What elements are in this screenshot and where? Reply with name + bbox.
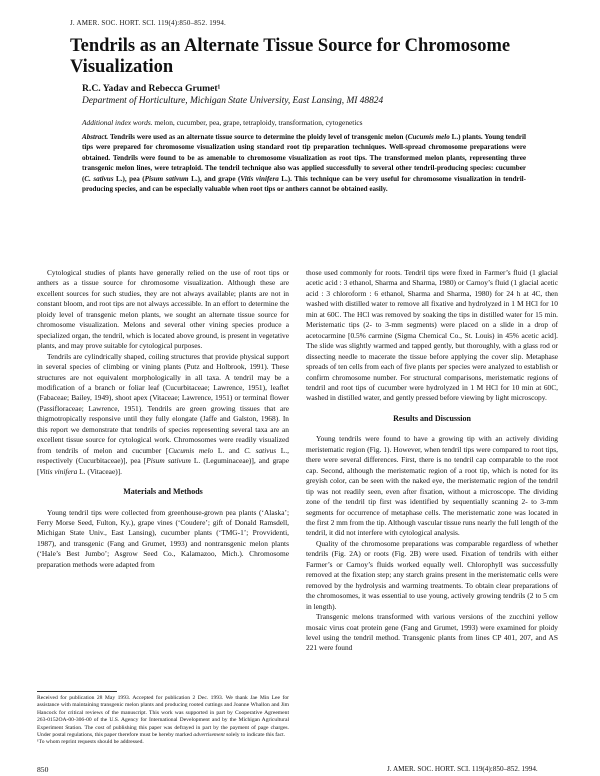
abstract [82, 132, 526, 194]
results-paragraph-1: Young tendrils were found to have a growing tip with an actively dividing meristematic region (Fig. 1). However, when tendril tips were compared to root tips, there were several differences. First, there is no tendril cap comparable to the root cap. Second, although the meristematic region of a root tip, which is noted for its greyish color, can be seen with the naked eye, the meristematic region of the tendril tip was not readily seen, even after fixation, without a microscope. The dividing zone of the tendril tip first was identified by sequentially scanning 2- to 3-mm segments for occurrence of metaphase cells. The meristematic zone was located in the first 2 mm from the tip. Although vascular tissue runs nearly the full length of the tendril, it did not interfere with cytological analysis. [306, 434, 558, 538]
methods-paragraph-1: Young tendril tips were collected from greenhouse-grown pea plants (‘Alaska’; Ferry Morse Seed, Fulton, Ky.), grape vines (‘Coudere’; gift of Donald Ramsdell, Michigan State Univ., East Lansing), cucumber plants (‘TMG-1’; Provvidenti, 1987), and transgenic (Fang and Grumet, 1993) and nontransgenic melon plants (‘Hale’s Best Jumbo’; Asgrow Seed Co., Kalamazoo, Mich.). Chromosome preparation methods were adapted from [37, 507, 289, 569]
species-name: Pisum sativum [146, 456, 191, 466]
footnote-divider [37, 691, 117, 692]
keywords-text: melon, cucumber, pea, grape, tetraploidy, transformation, cytogenetics [154, 118, 363, 127]
journal-citation-header: J. AMER. SOC. HORT. SCI. 119(4):850–852. 1994. [70, 19, 226, 27]
paragraph-text: L. and [213, 445, 245, 455]
footnotes [37, 695, 289, 747]
methods-paragraph-continued: those used commonly for roots. Tendril tips were fixed in Farmer’s fluid (1 glacial acetic acid : 3 ethanol, Sharma and Sharma, 1980) or Carnoy’s fluid (1 glacial acetic acid : 3 chloroform : 6 ethanol, Sharma and Sharma, 1980) for 24 h at 4C, then washed with distilled water to remove all fixative and hydrolyzed in 1 M HCl for 10 min at 60C. The HCl was removed by soaking the tips in distilled water for 15 min. Meristematic tips (2- to 3-mm segments) were placed on a slide in a drop of acetocarmine [0.5% carmine (Sigma Chemical Co., St. Louis) in 45% acetic acid]. The slide was slightly warmed and tapped gently, but thoroughly, with a glass rod or dissecting needle to macerate the tissue before applying the cover slip. Metaphase spreads of ten cells from each of five plants per species were analyzed to establish or confirm chromosome number. For structural comparisons, meristematic regions of tendril and root tips of cucumber were hydrolyzed in 1 M HCl for 10 min at 60C, washed in distilled water, and gently pressed before viewing by light microscopy. [306, 268, 558, 403]
section-heading-methods: Materials and Methods [123, 487, 203, 497]
affiliation: Department of Horticulture, Michigan State University, East Lansing, MI 48824 [82, 96, 384, 106]
species-name: Cucumis melo [407, 133, 450, 141]
footnote-text: solely to indicate this fact. [224, 732, 286, 739]
footnote-emphasis: advertisement [193, 732, 225, 739]
abstract-text: Tendrils were used as an alternate tissue source to determine the ploidy level of transgenic melon ( [109, 133, 408, 141]
authors: R.C. Yadav and Rebecca Grumet¹ [82, 83, 221, 94]
species-name: C. sativus [244, 445, 277, 455]
left-column [37, 268, 289, 570]
footnote-received [37, 695, 289, 739]
intro-paragraph-2 [37, 352, 289, 477]
species-name: Cucumis melo [168, 445, 214, 455]
species-name: Vitis vinifera [240, 174, 279, 183]
intro-paragraph-1: Cytological studies of plants have generally relied on the use of root tips or anthers as a tissue source for chromosome visualization. Although these are excellent sources for such studies, they are not always available; plants are not in constant bloom, and root tips are not always accessible. In an effort to determine the ploidy level of transgenic melon plants, we sought an alternate tissue source for chromosome visualization. Melons and several other vining species produce a specialized organ, the tendril, which is located above ground, is present in vegetative plants, and may prove suitable for cytological purposes. [37, 268, 289, 351]
article-title: Tendrils as an Alternate Tissue Source for Chromosome Visualization [70, 36, 511, 77]
paragraph-text: L., respectively (Cucurbitaceae)], pea [ [37, 445, 289, 466]
paragraph-text: Tendrils are cylindrically shaped, coiling structures that provide physical support in several species of climbing or vining plants (Putz and Holbrook, 1991). These structures are not equivalent morphologically in all taxa. A tendril may be a modification of a branch or foliar leaf (Cucurbitaceae; Lawrence, 1951), leaflet (Fabaceae; Bailey, 1949), shoot apex (Vitaceae; Lawrence, 1951) or terminal flower (Passifloraceae; Lawrence, 1951). Tendrils are green growing tissues that are thigmotropically responsive until they fully elongate (Jaffe and Galston, 1968). In this report we demonstrate that tendrils of species representing several taxa are an excellent tissue source for cytological work. Chromosomes were readily visualized from tendrils of melon and cucumber [ [37, 351, 289, 455]
paragraph-text: L. (Leguminaceae)], and grape [ [37, 456, 289, 476]
footnote-reprints: ¹To whom reprint requests should be addressed. [37, 739, 144, 746]
abstract-text: L.), and grape ( [188, 174, 241, 183]
keywords [82, 118, 363, 127]
results-paragraph-2: Quality of the chromosome preparations was comparable regardless of whether tendrils (Fig. 2A) or roots (Fig. 2B) were used. Fixation of tendrils with either Farmer’s or Carnoy’s fluids worked equally well. Chlorophyll was successfully removed at the fixation step; any starch grains present in the meristematic cells were removed by the hydrolysis and warming treatments. To obtain clear preparations of the chromosomes, it was essential to use young, actively growing tendrils (2 to 5 cm in length). [306, 538, 558, 611]
species-name: Pisum sativum [144, 174, 189, 183]
results-paragraph-3: Transgenic melons transformed with various versions of the zucchini yellow mosaic virus coat protein gene (Fang and Grumet, 1993) were examined for ploidy level using the tendril method. Transgenic plants from lines CP 401, 207, and AS 221 were found [306, 612, 558, 653]
page-number: 850 [37, 765, 49, 774]
keywords-label: Additional index words. [82, 118, 153, 127]
footnote-text: Received for publication 28 May 1993. Accepted for publication 2 Dec. 1993. We thank Jae Min Lee for assistance with maintaining transgenic melon plants and producing rooted cuttings and Joanne Whallon and Jim Hancock for critical reviews of the manuscript. This work was supported in part by Cooperative Agreement 263-0152OA-00-306-00 of the U.S. Agency for International Development and by the Michigan Agricultural Experiment Station. The cost of publishing this paper was defrayed in part by the payment of page charges. Under postal regulations, this paper therefore must be hereby marked [37, 695, 289, 739]
abstract-text: L.) plants. Young tendril tips were prepared for chromosome visualization using standard root tip preparation techniques. Well-spread chromosome preparations were obtained. Tendrils were found to be as amenable to chromosome visualization as root tips. The transformed melon plants, representing three transgenic melon lines, were tetraploid. The tendril technique also was applied successfully to several other tendril-producing species: cucumber ( [82, 133, 526, 183]
section-heading-results: Results and Discussion [393, 413, 471, 423]
species-name: C. sativus [84, 174, 114, 183]
abstract-text: L.). This technique can be very useful for chromosome visualization in tendril-producing species, and can be especially valuable when root tips or anthers cannot be obtained easily. [82, 174, 527, 194]
species-name: Vitis vinifera [39, 466, 78, 476]
abstract-text: L.), pea ( [113, 174, 145, 183]
paragraph-text: L. (Vitaceae)]. [77, 466, 123, 476]
abstract-label: Abstract. [82, 133, 109, 141]
journal-citation-footer: J. AMER. SOC. HORT. SCI. 119(4):850–852. 1994. [387, 765, 538, 773]
right-column [306, 268, 558, 654]
